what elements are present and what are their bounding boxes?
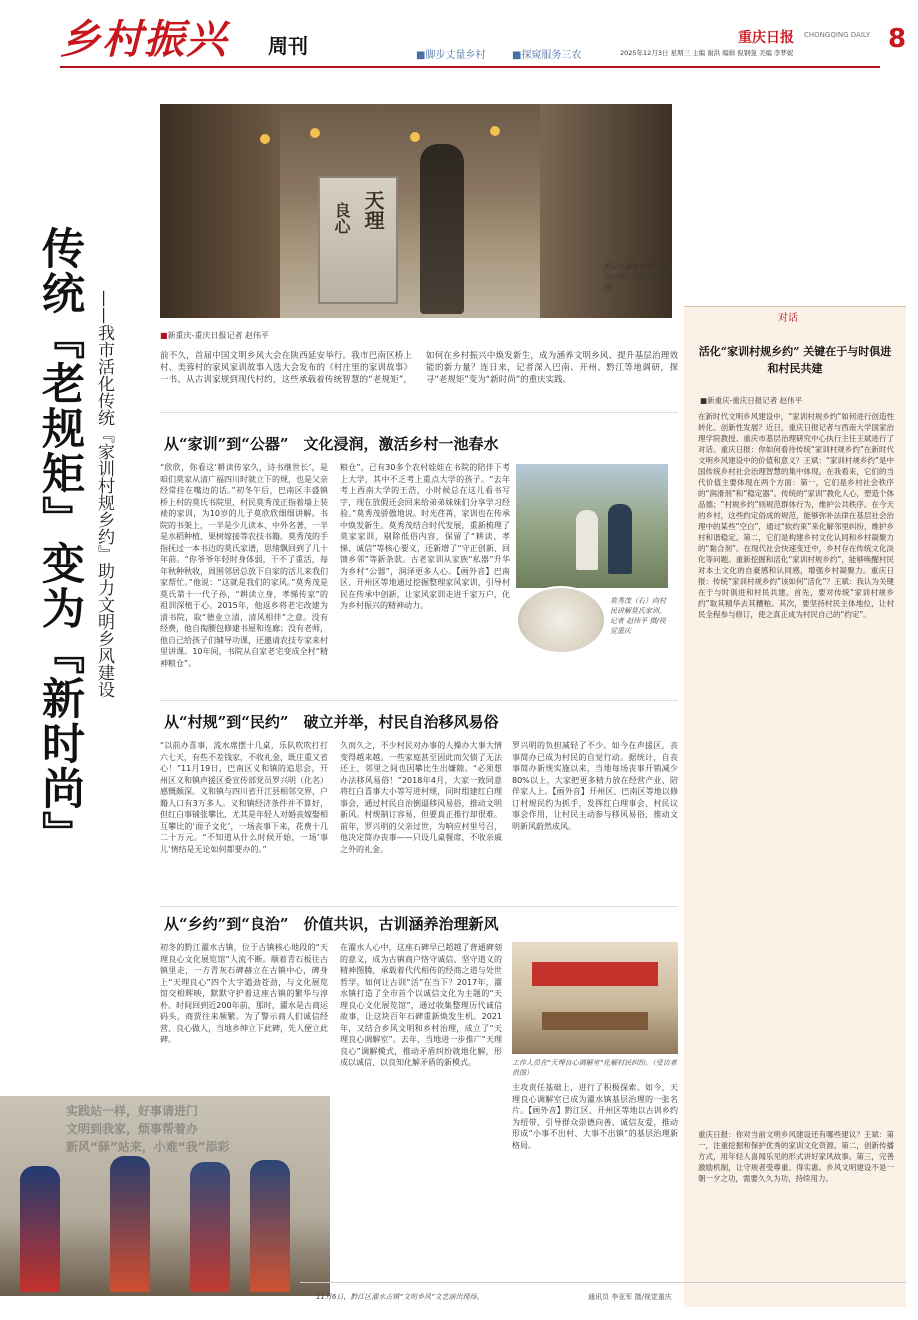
masthead-section: 周刊	[268, 34, 308, 58]
section-1-col-2: 粮仓”，已有30多个农村娃娃在书院的陪伴下考上大学，其中不乏考上重点大学的孩子。“去年考上西南大学的王浩，小时候总在这儿看书写字，现在放假还会回来给弟弟妹妹们分享学习经验。”莫秀茂骄傲地说。时光荏苒，家训也在传承中焕发新生。莫秀茂结合时代发展，重新梳理了莫家家训，剔除低俗内容，保留了“耕读、孝悌、诚信”等核心要义，还新增了“守正创新、回馈乡邻”等新条款。古老家训从家族“私器”升华为乡村“公器”，润泽更多人心。【画外音】巴南区、开州区等地通过挖掘整理家风家训，引导村民在传承中创新，让家风家训走进千家万户，化为乡村振兴的精神动力。	[340, 463, 510, 610]
masthead-nav-2[interactable]: ■探窥服务三农	[512, 50, 582, 61]
section-3-title: 从“乡约”到“良治” 价值共识，古训涵养治理新风	[164, 915, 499, 933]
section-3-photo-caption: 工作人员在“天理良心调解室”化解村民纠纷。（受访者供图）	[512, 1059, 677, 1077]
sidebar-body: 在新时代文明乡风建设中，“家训村规乡约”如何进行创造性转化、创新性发展？近日，重庆日报记者与西南大学国家治理学院教授、重庆市基层治理研究中心执行主任王斌进行了对话。重庆日报：你如何看待传统“家训村规乡约”在新时代文明乡风建设中的价值和意义？王斌：“家训村规乡约”是中国传统乡村社会治理智慧的集中体现。在我看来，它们的当代价值主要体现在两个方面：第一，它们是乡村社会秩序的“润滑剂”和“稳定器”。传统的“家训”教化人心，塑造个体品德；“村规乡约”则规范群体行为，维护公共秩序。在今天的乡村，这些约定俗成的规范，能够弥补法律在基层社会治理中的某些“空白”，通过“软约束”来化解邻里纠纷，维护乡村和谐稳定。第二，它们是构建乡村文化认同和乡村凝聚力的“黏合剂”。在现代社会快速变迁中，乡村存在传统文化淡化等问题。重新挖掘和活化“家训村规乡约”，能够唤醒村民对本土文化的自豪感和认同感，增强乡村凝聚力。重庆日报：传统“家训村规乡约”该如何“活化”？王斌：我认为关键在于与时俱进和村民共建。首先，要对传统“家训村规乡约”取其精华去其糟粕。其次，要坚持村民主体地位，让村民全程参与修订，使之真正成为村民自己的“约定”。	[698, 412, 894, 619]
masthead-title: 乡村振兴	[60, 16, 228, 63]
section-1-photo-caption: 莫秀茂（右）向村民讲解莫氏家训。记者 赵伟平 摄/视觉重庆	[610, 597, 666, 635]
headline-main: 传统『老规矩』变为『新时尚』	[35, 226, 85, 856]
section-1-photo	[516, 464, 668, 588]
section-1-col-1: “欣欣，你看这‘耕读传家久，诗书继世长’，是咱们莫家从清广福四川时就立下的规，也是父亲经常挂在嘴边的话。”初冬午后，巴南区丰盛镇桥上村的莫氏书院里，村民莫秀茂正指着墙上装裱的家训，为10岁的儿子莫欣欣细细讲解。书院的书架上，一半是少儿读本、中外名著，一半是水稻种植、果树嫁接等农技书籍。莫秀茂的手指抚过一本书边的莫氏家谱，思绪飘回到了几十年前。“你爷爷年轻时身体弱，干不了重活，每年秋种秋收，周围邻居总放下自家的活儿来我们家帮忙。”他说：“这就是我们的家风。”莫秀茂是莫氏第十一代子孙，“耕读立身，孝悌传家”的祖训深植于心。2015年，他返乡将老宅改建为清书院，取“德业立清，清风相伴”之意。没有经费，他自掏腰包修建书屋和连廊；没有老师，他自己给孩子们辅导功课，还邀请农技专家来村里讲课。10年间，书院从自家老宅变成全村“精神粮仓”。	[160, 463, 328, 668]
section-2-title: 从“村规”到“民约” 破立并举，村民自治移风易俗	[164, 713, 499, 731]
section-3-photo	[512, 942, 678, 1054]
masthead-nav-1[interactable]: ■脚步丈量乡村	[416, 50, 486, 61]
stone-tablet: 天理 良心	[318, 176, 398, 304]
lead-paragraph: 前不久，首届中国文明乡风大会在陕西延安举行。我市巴南区桥上村、美蓉村的家风家训故事入选大会发布的《村庄里的家训故事》一书。从古训家规到现代村约，这些承载着传统智慧的“老规矩”，如何在乡村振兴中焕发新生，成为涵养文明乡风、提升基层治理效能的新力量？连日来，记者深入巴南、开州、黔江等地调研，探寻“老规矩”变为“新时尚”的重庆实践。	[160, 351, 678, 385]
statue	[420, 144, 464, 314]
section-1-title: 从“家训”到“公器” 文化浸润，激活乡村一池春水	[164, 435, 499, 453]
masthead	[0, 0, 918, 74]
bottom-photo: 实践站一样，好事请进门 文明到我家，烦事帮着办 新风“驿”站来，小难“我”添彩	[0, 1096, 330, 1296]
page-number: 8	[888, 24, 907, 54]
section-3-col-1: 初冬的黔江濯水古镇，位于古镇核心地段的“天理良心文化展览馆”人流不断。顺着青石板往古镇里走，一方青灰石碑赫立在古镇中心，碑身上“天理良心”四个大字遒劲苍劲，与文化展览馆交相辉映，默默守护着这座古镇的繁华与淳朴。时间回到近200年前，那时，濯水是古商运码头，商贾往来频繁。为了警示商人们诚信经营、良心做人，当地乡绅立下此碑，先人便立此碑。	[160, 943, 328, 1044]
headline-sub: ——我市活化传统『家训村规乡约』助力文明乡风建设	[94, 290, 114, 698]
section-3-col-2: 在濯水人心中，这座石碑早已超越了普通碑刻的意义，成为古镇商户恪守诚信、坚守道义的精神图腾，承载着代代相传的经商之道与处世哲学。如何让古训“活”在当下？2017年，濯水镇打造了全市首个以诚信文化为主题的“天理良心文化展览馆”，通过收集整理历代诚信故事，让这块百年石碑重新焕发生机。2021年，又结合乡风文明和乡村治理，成立了“天理良心调解室”。去年，当地进一步推广“天理良心”调解模式，推动矛盾纠纷就地化解，形成以诚信、以良知化解矛盾的新模式。	[340, 943, 502, 1067]
byline: ■新重庆-重庆日报记者 赵伟平	[160, 331, 269, 340]
paper-name: 重庆日报	[738, 30, 794, 46]
paper-name-en: CHONGQING DAILY	[804, 31, 871, 39]
sidebar-byline: ■新重庆-重庆日报记者 赵伟平	[700, 396, 803, 405]
sidebar	[684, 306, 906, 1307]
section-2-col-1: “以前办喜事，流水席摆十几桌，乐队吹吹打打六七天，有些不差钱家，不收礼金，既庄重又省心！”11月19日，巴南区义和镇的追思会，开州区义和镇声援区委宣传部党员罗兴明（化名）感慨颇深。义和镇与四川省开江县相邻交界，户籍人口有3万多人。义和镇经济条件并不算好，但红白事铺张攀比，尤其是年轻人对婚丧嫁娶相互攀比的‘面子文化’，一场丧事下来，花费十几二十万元。“不知道从什么时候开始，一场‘事儿’情结是无论如何都要办的。”	[160, 741, 328, 854]
sidebar-body-tail: 重庆日报：你对当前文明乡风建设还有哪些建议？王斌：第一，注重挖掘和保护优秀的家训文化资源。第二，创新传播方式，用年轻人喜闻乐见的形式讲好家风故事。第三，完善激励机制，让守规者受尊重、得实惠。乡风文明建设不是一朝一夕之功，需要久久为功，持续用力。	[698, 1130, 894, 1183]
section-1-inset-photo	[516, 586, 606, 654]
section-2-col-3: 罗兴明的负担减轻了不少。如今在声援区，丧事简办已成为村民的自觉行动。据统计，自丧事简办新规实施以来，当地每场丧事开销减少80%以上，大家把更多精力放在经营产业、陪伴家人上。【画外音】开州区、巴南区等地以修订村规民约为抓手，发挥红白理事会、村民议事会作用，让村民主动参与移风易俗，推动文明新风蔚然成风。	[512, 741, 678, 831]
section-3-col-3: 主攻责任基础上，进行了积极探索。如今，天理良心调解室已成为濯水镇基层治理的一张名片。【画外音】黔江区、开州区等地以古训乡约为纽带，引导群众崇德向善、诚信友爱，推动形成“小事不出村、大事不出镇”的基层治理新格局。	[512, 1083, 678, 1150]
section-2-col-2: 久而久之，不少村民对办事的人操办大事大情变得越来越。一些家庭甚至因此而欠债了无法还上，邻里之间也因攀比生出嫌隙。“必须想办法移风易俗！”2018年4月，大家一致同意将红白喜事大小等写进村规，同时组建红白理事会，通过村民自治倒逼移风易俗，推动文明新风。村规制订容易，但要真正推行却很难。前年，罗兴明的父亲过世，为响应村里号召，他决定简办丧事——只设几桌餐席，不收亲戚之外的礼金。	[340, 741, 502, 854]
footer-credits: 通讯员 李亚军 摄/视觉重庆	[588, 1293, 672, 1301]
issue-info: 2025年12月3日 星期三 主编 谢洪 编辑 倪钢强 美编 李梦妮	[620, 49, 794, 57]
top-photo-caption: 黔江区濯水古镇天理良心碑。（受访者供图）	[604, 263, 667, 291]
masthead-rule	[60, 66, 880, 68]
sidebar-tag: 对话	[778, 313, 798, 324]
sidebar-title: 活化“家训村规乡约” 关键在于与时俱进和村民共建	[698, 345, 892, 375]
footer-caption: 11月6日，黔江区濯水古镇“文明乡风”文艺演出现场。	[316, 1293, 484, 1301]
top-photo	[160, 104, 672, 318]
